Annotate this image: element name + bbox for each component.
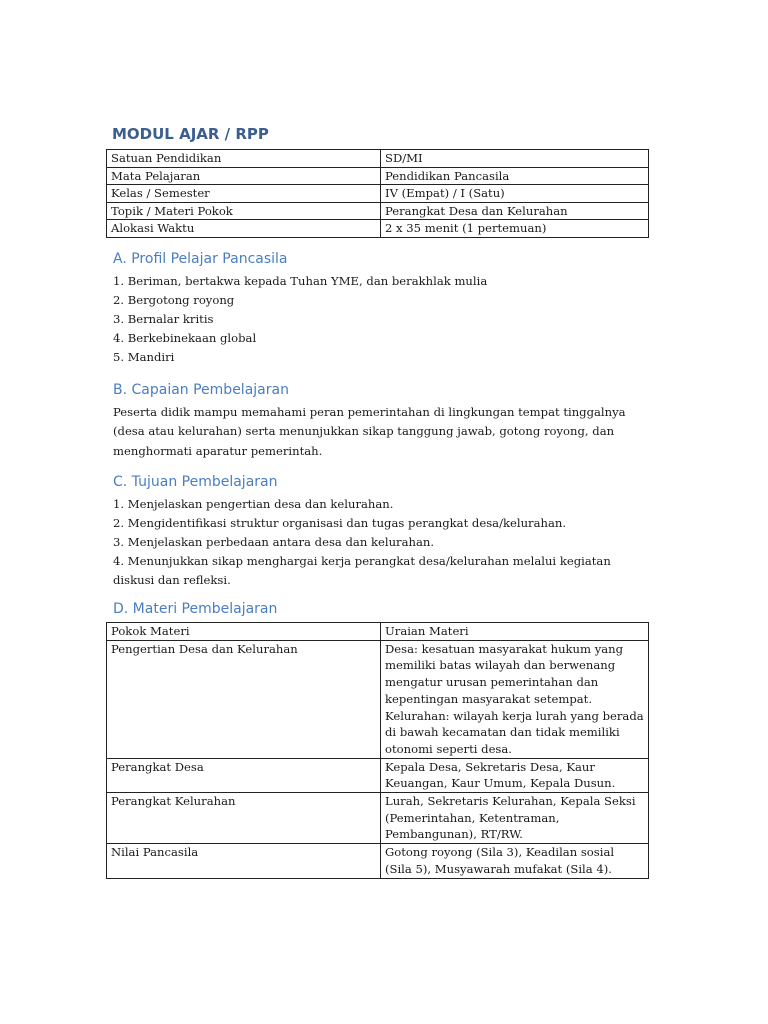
table-row	[107, 640, 649, 758]
info-value: Pendidikan Pancasila	[381, 167, 649, 185]
capaian-paragraph: Peserta didik mampu memahami peran pemerintahan di lingkungan tempat tinggalnya (desa atau kelurahan) serta menunjukkan sikap tanggung jawab, gotong royong, dan menghormati aparatur pemerintah.	[113, 404, 626, 458]
table-row	[107, 758, 649, 792]
materi-topic: Nilai Pancasila	[107, 844, 381, 878]
materi-desc: Gotong royong (Sila 3), Keadilan sosial (Sila 5), Musyawarah mufakat (Sila 4).	[381, 844, 649, 878]
section-a-heading: A. Profil Pelajar Pancasila	[113, 250, 288, 267]
materi-desc: Lurah, Sekretaris Kelurahan, Kepala Seksi (Pemerintahan, Ketentraman, Pembangunan), RT/RW.	[381, 793, 649, 844]
profil-list	[113, 272, 648, 367]
list-item: 2. Mengidentifikasi struktur organisasi dan tugas perangkat desa/kelurahan.	[113, 516, 567, 530]
table-row	[107, 202, 649, 220]
column-header: Pokok Materi	[107, 623, 381, 641]
section-b-heading: B. Capaian Pembelajaran	[113, 381, 289, 398]
info-value: 2 x 35 menit (1 pertemuan)	[381, 220, 649, 238]
table-row	[107, 793, 649, 844]
list-item: 3. Bernalar kritis	[113, 311, 214, 326]
list-item: 4. Berkebinekaan global	[113, 330, 257, 345]
info-label: Mata Pelajaran	[107, 167, 381, 185]
info-label: Kelas / Semester	[107, 185, 381, 203]
list-item: 5. Mandiri	[113, 349, 175, 364]
materi-desc-cell	[381, 640, 649, 758]
table-row	[107, 167, 649, 185]
document-title: MODUL AJAR / RPP	[112, 125, 269, 143]
list-item: 2. Bergotong royong	[113, 292, 235, 307]
info-label: Satuan Pendidikan	[107, 150, 381, 168]
info-value: IV (Empat) / I (Satu)	[381, 185, 649, 203]
materi-topic: Perangkat Kelurahan	[107, 793, 381, 844]
info-label: Alokasi Waktu	[107, 220, 381, 238]
list-item: 1. Menjelaskan pengertian desa dan kelurahan.	[113, 497, 394, 511]
info-value: Perangkat Desa dan Kelurahan	[381, 202, 649, 220]
materi-topic: Pengertian Desa dan Kelurahan	[107, 640, 381, 758]
info-value: SD/MI	[381, 150, 649, 168]
document-page	[106, 124, 648, 879]
info-table	[106, 149, 649, 238]
section-c-heading: C. Tujuan Pembelajaran	[113, 474, 278, 490]
table-row	[107, 185, 649, 203]
table-header-row	[107, 623, 649, 641]
materi-topic: Perangkat Desa	[107, 758, 381, 792]
table-row	[107, 150, 649, 168]
materi-desc: Kelurahan: wilayah kerja lurah yang berada di bawah kecamatan dan tidak memiliki otonomi seperti desa.	[385, 708, 644, 756]
list-item: 1. Beriman, bertakwa kepada Tuhan YME, dan berakhlak mulia	[113, 273, 488, 288]
materi-desc: Desa: kesatuan masyarakat hukum yang memiliki batas wilayah dan berwenang mengatur urusan pemerintahan dan kepentingan masyarakat setempat.	[385, 641, 624, 706]
column-header: Uraian Materi	[381, 623, 649, 641]
materi-table	[106, 622, 649, 879]
list-item: 3. Menjelaskan perbedaan antara desa dan kelurahan.	[113, 535, 435, 549]
tujuan-list	[113, 495, 648, 590]
list-item: 4. Menunjukkan sikap menghargai kerja perangkat desa/kelurahan melalui kegiatan diskusi dan refleksi.	[113, 554, 611, 587]
materi-desc: Kepala Desa, Sekretaris Desa, Kaur Keuangan, Kaur Umum, Kepala Dusun.	[381, 758, 649, 792]
info-label: Topik / Materi Pokok	[107, 202, 381, 220]
table-row	[107, 844, 649, 878]
table-row	[107, 220, 649, 238]
section-d-heading: D. Materi Pembelajaran	[113, 601, 278, 617]
